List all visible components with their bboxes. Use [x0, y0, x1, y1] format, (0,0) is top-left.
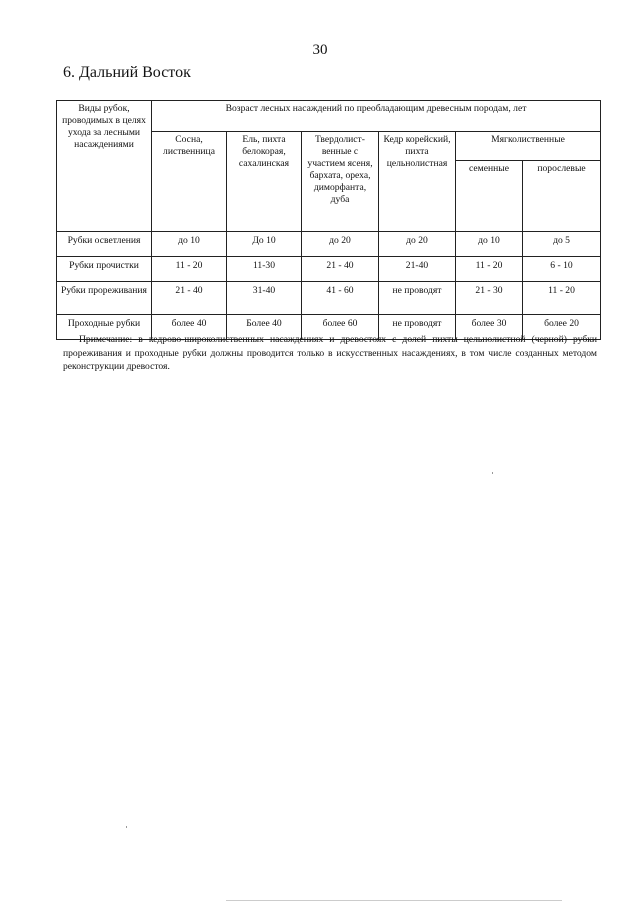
species-header: Ель, пихта белокорая, сахалинская — [227, 132, 302, 232]
table-row — [57, 257, 601, 282]
species-header: Сосна, лиственница — [152, 132, 227, 232]
table-cell: 21 - 30 — [456, 282, 523, 315]
table-cell: 11 - 20 — [456, 257, 523, 282]
table-cell: 6 - 10 — [523, 257, 601, 282]
table-cell: 21 - 40 — [302, 257, 379, 282]
section-title: 6. Дальний Восток — [63, 64, 191, 81]
table-cell: более 20 — [523, 315, 601, 340]
cut-types-header: Виды рубок, проводимых в целях ухода за лесными насаждениями — [57, 101, 152, 232]
table-cell: до 20 — [379, 232, 456, 257]
table-cell: более 60 — [302, 315, 379, 340]
table-cell: более 40 — [152, 315, 227, 340]
table-row — [57, 232, 601, 257]
table-cell: 11 - 20 — [523, 282, 601, 315]
scan-edge-line — [226, 900, 562, 901]
softwood-seed-header: семенные — [456, 161, 523, 232]
table-cell: До 10 — [227, 232, 302, 257]
table-cell: не проводят — [379, 315, 456, 340]
species-header: Кедр корейский, пихта цельнолистная — [379, 132, 456, 232]
table-cell: до 10 — [456, 232, 523, 257]
species-header: Твердолист-венные с участием ясеня, бархата, ореха, диморфанта, дуба — [302, 132, 379, 232]
table-cell: до 5 — [523, 232, 601, 257]
forest-care-table — [56, 100, 601, 340]
page-number: 30 — [312, 42, 328, 58]
table-cell: до 10 — [152, 232, 227, 257]
age-header: Возраст лесных насаждений по преобладающим древесным породам, лет — [152, 101, 601, 132]
scan-speck — [126, 826, 127, 828]
table-cell: более 30 — [456, 315, 523, 340]
table-cell: 31-40 — [227, 282, 302, 315]
table-cell: до 20 — [302, 232, 379, 257]
table-cell: 11-30 — [227, 257, 302, 282]
table-note: Примечание: в кедрово-широколиственных насаждениях и древостоях с долей пихты цельнолистной (черной) рубки прореживания и проходные рубки должны проводится только в искусственных насаждениях, в том числе созданных методом реконструкции древостоя. — [63, 334, 597, 372]
table-cell: 21-40 — [379, 257, 456, 282]
table-cell: 41 - 60 — [302, 282, 379, 315]
table-cell: Более 40 — [227, 315, 302, 340]
softwood-coppice-header: порослевые — [523, 161, 601, 232]
softwood-header: Мягколиственные — [456, 132, 601, 161]
table-cell: 21 - 40 — [152, 282, 227, 315]
table-row — [57, 282, 601, 315]
table-cell: 11 - 20 — [152, 257, 227, 282]
row-label: Рубки прореживания — [57, 282, 152, 315]
row-label: Рубки осветления — [57, 232, 152, 257]
scan-speck — [492, 472, 493, 474]
table-cell: не проводят — [379, 282, 456, 315]
row-label: Рубки прочистки — [57, 257, 152, 282]
row-label: Проходные рубки — [57, 315, 152, 340]
